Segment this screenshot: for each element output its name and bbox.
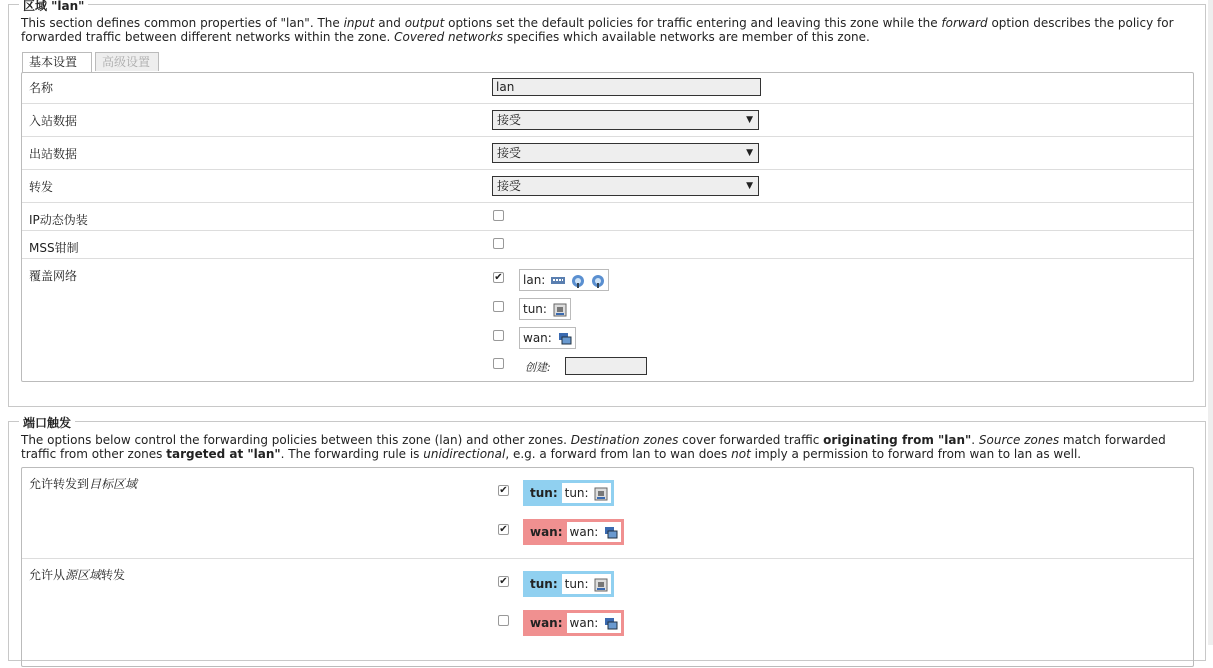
- tab-basic-settings[interactable]: 基本设置: [22, 52, 92, 73]
- network-create-input[interactable]: [565, 357, 647, 375]
- network-wan-label: wan:: [523, 331, 552, 345]
- desc-text: forward: [941, 16, 988, 30]
- output-policy-row: [22, 137, 1193, 170]
- src-zones-row: [22, 559, 1193, 668]
- desc-text: targeted at "lan": [166, 447, 281, 461]
- input-policy-select[interactable]: [492, 110, 759, 130]
- src-tun-network: [562, 574, 612, 594]
- forwarding-section: [8, 416, 1206, 661]
- desc-text: unidirectional: [423, 447, 506, 461]
- dest-tun-checkbox[interactable]: ✔: [499, 485, 508, 496]
- wifi-icon: [591, 274, 605, 288]
- src-zones-label-italic: 源区域: [65, 568, 102, 582]
- src-tun-zone-name: tun:: [530, 577, 558, 591]
- src-wan-network-label: wan:: [569, 616, 599, 630]
- desc-text: option describes the policy for forwarded traffic between different networks within the zone.: [21, 16, 1174, 44]
- desc-text: input: [343, 16, 375, 30]
- forwarding-section-description: [21, 433, 1193, 461]
- src-wan-network: [567, 613, 622, 633]
- masquerading-checkbox[interactable]: [493, 210, 504, 221]
- ethernet-icon: [594, 487, 608, 501]
- desc-text: Covered networks: [394, 30, 504, 44]
- dest-wan-zone-badge: [523, 519, 624, 545]
- forwarding-section-legend: 端口触发: [19, 414, 75, 431]
- desc-text: specifies which available networks are member of this zone.: [503, 30, 870, 44]
- network-icon: [604, 617, 618, 631]
- dest-zones-label-italic: 目标区域: [89, 477, 138, 491]
- covered-networks-row: [22, 259, 1193, 382]
- network-tun-checkbox[interactable]: [493, 301, 504, 312]
- desc-text: and: [374, 16, 405, 30]
- mss-clamping-row: [22, 231, 1193, 259]
- network-lan-badge: [519, 269, 609, 291]
- dest-tun-zone-name: tun:: [530, 486, 558, 500]
- forward-policy-value: 接受: [497, 179, 522, 193]
- dropdown-arrow-icon: ▼: [746, 148, 753, 158]
- network-wan-badge: [519, 327, 576, 349]
- network-tun-badge: [519, 298, 571, 320]
- desc-text: originating from "lan": [823, 433, 972, 447]
- name-label: 名称: [29, 81, 54, 95]
- desc-text: imply a permission to forward from wan to lan as well.: [750, 447, 1082, 461]
- wifi-icon: [571, 274, 585, 288]
- masquerading-label: IP动态伪装: [29, 213, 88, 227]
- src-wan-checkbox[interactable]: [498, 615, 509, 626]
- ethernet-icon: [594, 578, 608, 592]
- zone-settings-section: [8, 0, 1206, 407]
- src-tun-checkbox[interactable]: ✔: [499, 576, 508, 587]
- desc-text: not: [731, 447, 751, 461]
- src-tun-zone-badge: [523, 571, 614, 597]
- src-zones-label-text: 允许从: [29, 568, 66, 582]
- desc-text: Destination zones: [570, 433, 679, 447]
- dest-zones-label: [29, 475, 137, 492]
- dropdown-arrow-icon: ▼: [746, 181, 753, 191]
- masquerading-row: [22, 203, 1193, 231]
- output-policy-label: 出站数据: [29, 147, 78, 161]
- ethernet-icon: [553, 303, 567, 317]
- dest-wan-network-label: wan:: [569, 525, 599, 539]
- forwarding-panel: [21, 467, 1194, 667]
- src-zones-label: [29, 566, 125, 583]
- src-tun-network-label: tun:: [564, 577, 589, 591]
- desc-text: .: [971, 433, 979, 447]
- dest-wan-zone-name: wan:: [530, 525, 563, 539]
- desc-text: output: [404, 16, 445, 30]
- network-wan-checkbox[interactable]: [493, 330, 504, 341]
- dest-tun-network-label: tun:: [564, 486, 589, 500]
- desc-text: , e.g. a forward from lan to wan does: [505, 447, 732, 461]
- input-policy-label: 入站数据: [29, 114, 78, 128]
- src-wan-zone-name: wan:: [530, 616, 563, 630]
- dropdown-arrow-icon: ▼: [746, 115, 753, 125]
- input-policy-row: [22, 104, 1193, 137]
- dest-tun-zone-badge: [523, 480, 614, 506]
- network-icon: [604, 526, 618, 540]
- desc-text: options set the default policies for traffic entering and leaving this zone while the: [444, 16, 942, 30]
- desc-text: This section defines common properties of "lan". The: [21, 16, 344, 30]
- network-lan-label: lan:: [523, 273, 546, 287]
- forward-policy-label: 转发: [29, 180, 54, 194]
- basic-settings-panel: [21, 72, 1194, 382]
- dest-tun-network: [562, 483, 612, 503]
- covered-networks-label: 覆盖网络: [29, 269, 78, 283]
- forward-policy-select[interactable]: [492, 176, 759, 196]
- switch-icon: [551, 274, 565, 288]
- network-icon: [558, 332, 572, 346]
- src-wan-zone-badge: [523, 610, 624, 636]
- zone-section-legend: 区域 "lan": [19, 0, 88, 14]
- zone-section-description: [21, 16, 1193, 44]
- network-create-label: 创建:: [525, 361, 551, 374]
- desc-text: Source zones: [978, 433, 1060, 447]
- desc-text: . The forwarding rule is: [280, 447, 424, 461]
- forward-policy-row: [22, 170, 1193, 203]
- name-row: [22, 73, 1193, 104]
- network-lan-checkbox[interactable]: ✔: [494, 272, 503, 283]
- dest-wan-checkbox[interactable]: ✔: [499, 524, 508, 535]
- name-input[interactable]: lan: [492, 78, 761, 96]
- dest-zones-row: [22, 468, 1193, 559]
- desc-text: cover forwarded traffic: [678, 433, 824, 447]
- network-tun-label: tun:: [523, 302, 547, 316]
- mss-clamping-label: MSS钳制: [29, 241, 79, 255]
- dest-zones-label-text: 允许转发到: [29, 477, 90, 491]
- mss-clamping-checkbox[interactable]: [493, 238, 504, 249]
- desc-text: The options below control the forwarding policies between this zone (lan) and other zones.: [21, 433, 571, 447]
- network-create-checkbox[interactable]: [493, 358, 504, 369]
- output-policy-value: 接受: [497, 146, 522, 160]
- output-policy-select[interactable]: [492, 143, 759, 163]
- input-policy-value: 接受: [497, 113, 522, 127]
- tab-advanced-settings[interactable]: 高级设置: [95, 52, 159, 71]
- dest-wan-network: [567, 522, 622, 542]
- desc-text: match forwarded traffic from other zones: [21, 433, 1166, 461]
- page-scrollbar[interactable]: [1208, 0, 1213, 645]
- src-zones-label-text: 转发: [101, 568, 126, 582]
